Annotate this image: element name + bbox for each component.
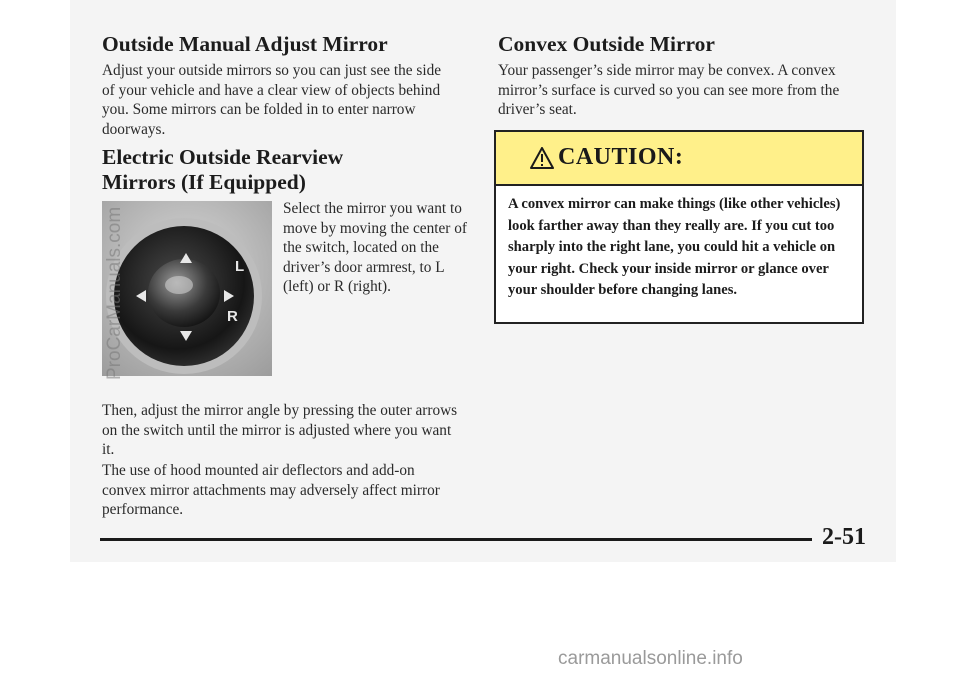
heading-electric-outside-mirrors: Electric Outside Rearview Mirrors (If Equipped) xyxy=(102,145,344,194)
caution-header xyxy=(496,132,862,186)
heading-convex-outside-mirror: Convex Outside Mirror xyxy=(498,32,715,56)
bottom-watermark: carmanualsonline.info xyxy=(558,648,743,669)
switch-label-right: R xyxy=(227,308,238,325)
footer-rule xyxy=(100,538,812,541)
paragraph-manual-adjust: Adjust your outside mirrors so you can just see the side of your vehicle and have a clear view of objects behind you. Some mirrors can be folded in to enter narrow doorways. xyxy=(102,62,442,138)
side-watermark: ProCarManuals.com xyxy=(104,206,125,380)
paragraph-adjust-angle: Then, adjust the mirror angle by pressing the outer arrows on the switch until the mirror is adjusted where you want it. xyxy=(102,402,458,458)
caution-title: CAUTION: xyxy=(558,144,684,170)
heading-outside-manual-adjust-mirror: Outside Manual Adjust Mirror xyxy=(102,32,388,56)
warning-triangle-icon xyxy=(530,147,554,169)
page-number: 2-51 xyxy=(822,524,866,550)
switch-label-left: L xyxy=(235,258,245,275)
caution-text: A convex mirror can make things (like other vehicles) look farther away than they really are. If you cut too sharply into the right lane, you could hit a vehicle on your right. Check your inside mirror or glance over your shoulder before changing lanes. xyxy=(508,196,841,298)
paragraph-convex-mirror: Your passenger’s side mirror may be convex. A convex mirror’s surface is curved so you can see more from the driver’s seat. xyxy=(498,62,840,118)
paragraph-hood-deflectors: The use of hood mounted air deflectors and add-on convex mirror attachments may adversely affect mirror performance. xyxy=(102,462,440,518)
paragraph-select-mirror: Select the mirror you want to move by moving the center of the switch, located on the driver’s door armrest, to L (left) or R (right). xyxy=(283,200,467,295)
caution-box xyxy=(494,130,864,324)
